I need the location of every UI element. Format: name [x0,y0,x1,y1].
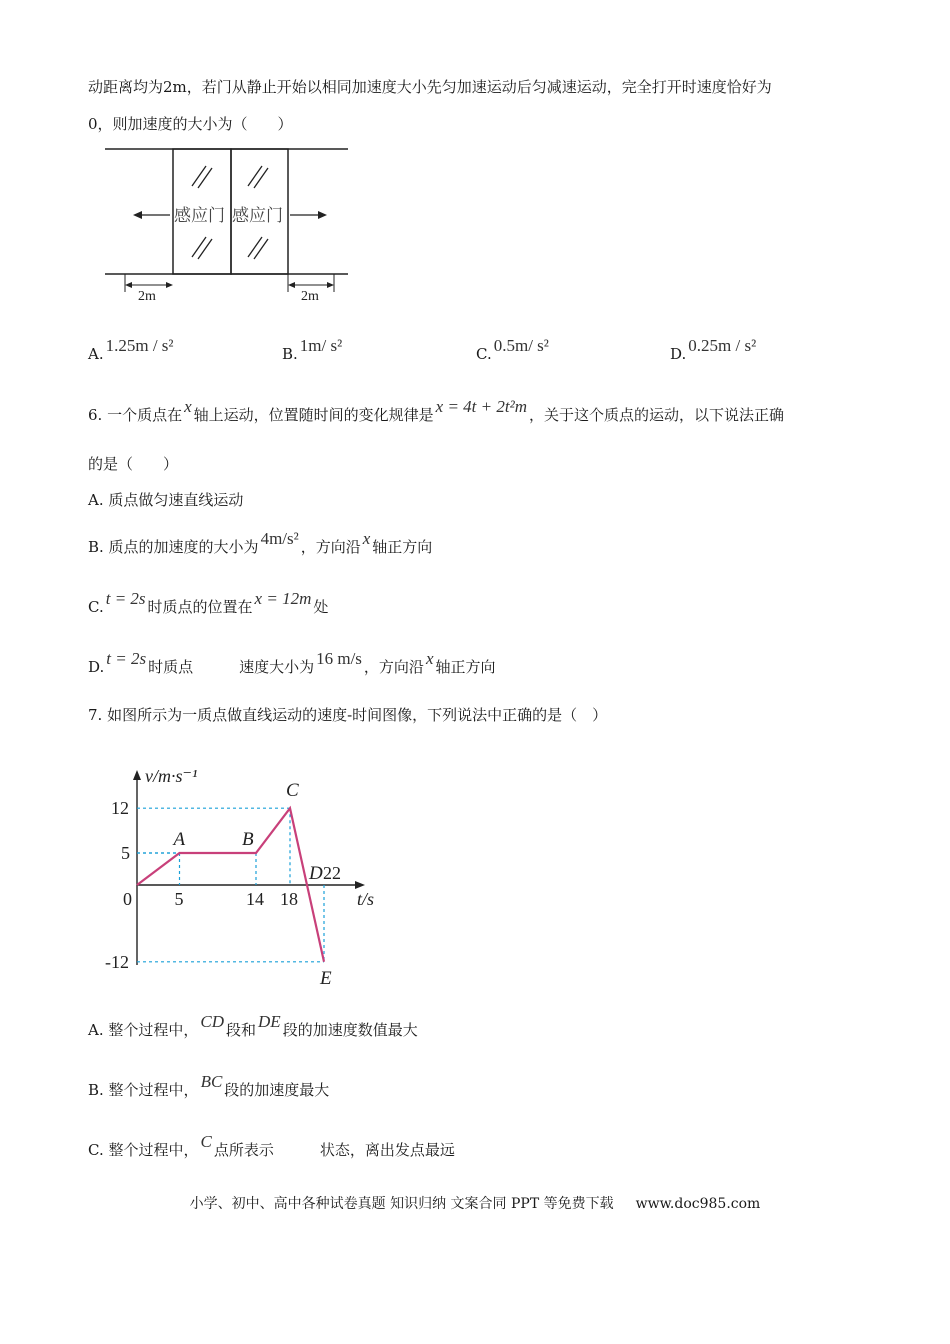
q5-text-line2: 0，则加速度的大小为（ ） [88,115,293,133]
footer-text: 小学、初中、高中各种试卷真题 知识归纳 文案合同 PPT 等免费下载 [189,1196,614,1212]
option-letter: D. [670,345,687,363]
q5-text-line1: 动距离均为2m，若门从静止开始以相同加速度大小先匀加速运动后匀减速运动，完全打开时速度恰好为 [88,78,772,96]
q6-option-c [88,589,329,617]
q6d-text: 轴正方向 [435,658,496,676]
q6-option-d [88,649,496,677]
page-footer [0,1193,950,1213]
x-tick-label: 14 [246,889,264,909]
q7-option-a [88,1012,418,1040]
point-label-a: A [173,829,186,850]
q6d-math: x [425,649,434,668]
q7-option-c [88,1132,455,1160]
q6d-text: ，方向沿 [363,658,424,676]
option-letter: B. [282,345,298,363]
footer-url[interactable]: www.doc985.com [635,1196,761,1212]
y-tick-label: -12 [105,951,129,972]
q7b-text: B. 整个过程中， [88,1081,199,1099]
option-value: 0.25m / s² [688,336,757,355]
q6c-text: C. [88,598,104,616]
option-letter: C. [476,345,492,363]
y-axis-arrow [133,770,141,780]
q6d-text: D. [88,658,105,676]
y-tick-label: 5 [121,843,130,863]
q6b-text: B. 质点的加速度的大小为 [88,538,259,556]
x-tick-label: 0 [123,889,132,909]
q6-math: x = 4t + 2t²m [435,397,527,416]
point-label-d: D [309,863,323,884]
q6b-text: ，方向沿 [300,538,361,556]
q7c-text: 状态，离出发点最远 [319,1141,455,1159]
point-label-c: C [286,780,299,802]
q6-option-b [88,529,433,557]
option-value: 0.5m/ s² [493,336,549,355]
option-letter: A. [88,345,104,363]
q5-option-b [282,336,344,364]
q5-option-c [476,336,551,364]
q6d-text: 速度大小为 [239,658,315,676]
x-axis-label: t/s [357,889,375,909]
q7c-text: 点所表示 [213,1141,274,1159]
q6c-text: 处 [313,598,329,616]
point-label-b: B [242,829,254,850]
option-value: 1m/ s² [299,336,343,355]
q7c-math: C [200,1132,212,1151]
q7a-text: A. 整个过程中， [88,1021,199,1039]
q6b-math: x [362,529,371,548]
q6-text: 轴上运动，位置随时间的变化规律是 [193,406,434,424]
q6c-math: x = 12m [254,589,312,608]
x-tick-label: 22 [323,863,341,883]
q7b-math: BC [200,1072,223,1091]
q6-text: ，关于这个质点的运动，以下说法正确 [528,406,784,424]
q6-stem-line2: 的是（ ） [88,455,179,473]
option-value: 1.25m / s² [105,336,174,355]
q6d-math: t = 2s [106,649,147,668]
q6b-math: 4m/s² [260,529,299,548]
y-axis-label: v/m·s⁻¹ [145,766,198,786]
q7a-text: 段和 [226,1021,257,1039]
q7a-text: 段的加速度数值最大 [282,1021,418,1039]
q5-option-d [670,336,758,364]
q6c-math: t = 2s [105,589,146,608]
q7a-math: DE [258,1012,281,1031]
dim-label-right: 2m [301,289,319,304]
x-tick-label: 18 [280,889,298,909]
q5-option-a [88,336,176,364]
q6-text: 6. 一个质点在 [88,406,183,424]
dim-label-left: 2m [138,289,156,304]
velocity-time-chart [95,760,395,995]
q6-option-a: A. 质点做匀速直线运动 [88,491,244,509]
q7c-text: C. 整个过程中， [88,1141,199,1159]
q7a-math: CD [200,1012,224,1031]
q5-door-figure [100,140,360,305]
x-tick-label: 5 [174,889,184,909]
y-tick-label: 12 [111,798,129,819]
q6-math: x [184,397,192,416]
door-label-left: 感应门 [174,206,225,226]
q6-stem-line1 [88,397,784,425]
door-label-right: 感应门 [232,206,283,226]
x-axis-arrow [355,881,365,889]
q6d-text: 时质点 [148,658,194,676]
q7b-text: 段的加速度最大 [224,1081,330,1099]
point-label-e: E [320,967,332,989]
q6b-text: 轴正方向 [372,538,433,556]
q6d-math: 16 m/s [316,649,362,668]
q7-option-b [88,1072,330,1100]
q7-stem: 7. 如图所示为一质点做直线运动的速度-时间图像，下列说法中正确的是（ ） [88,706,608,724]
q6c-text: 时质点的位置在 [147,598,253,616]
